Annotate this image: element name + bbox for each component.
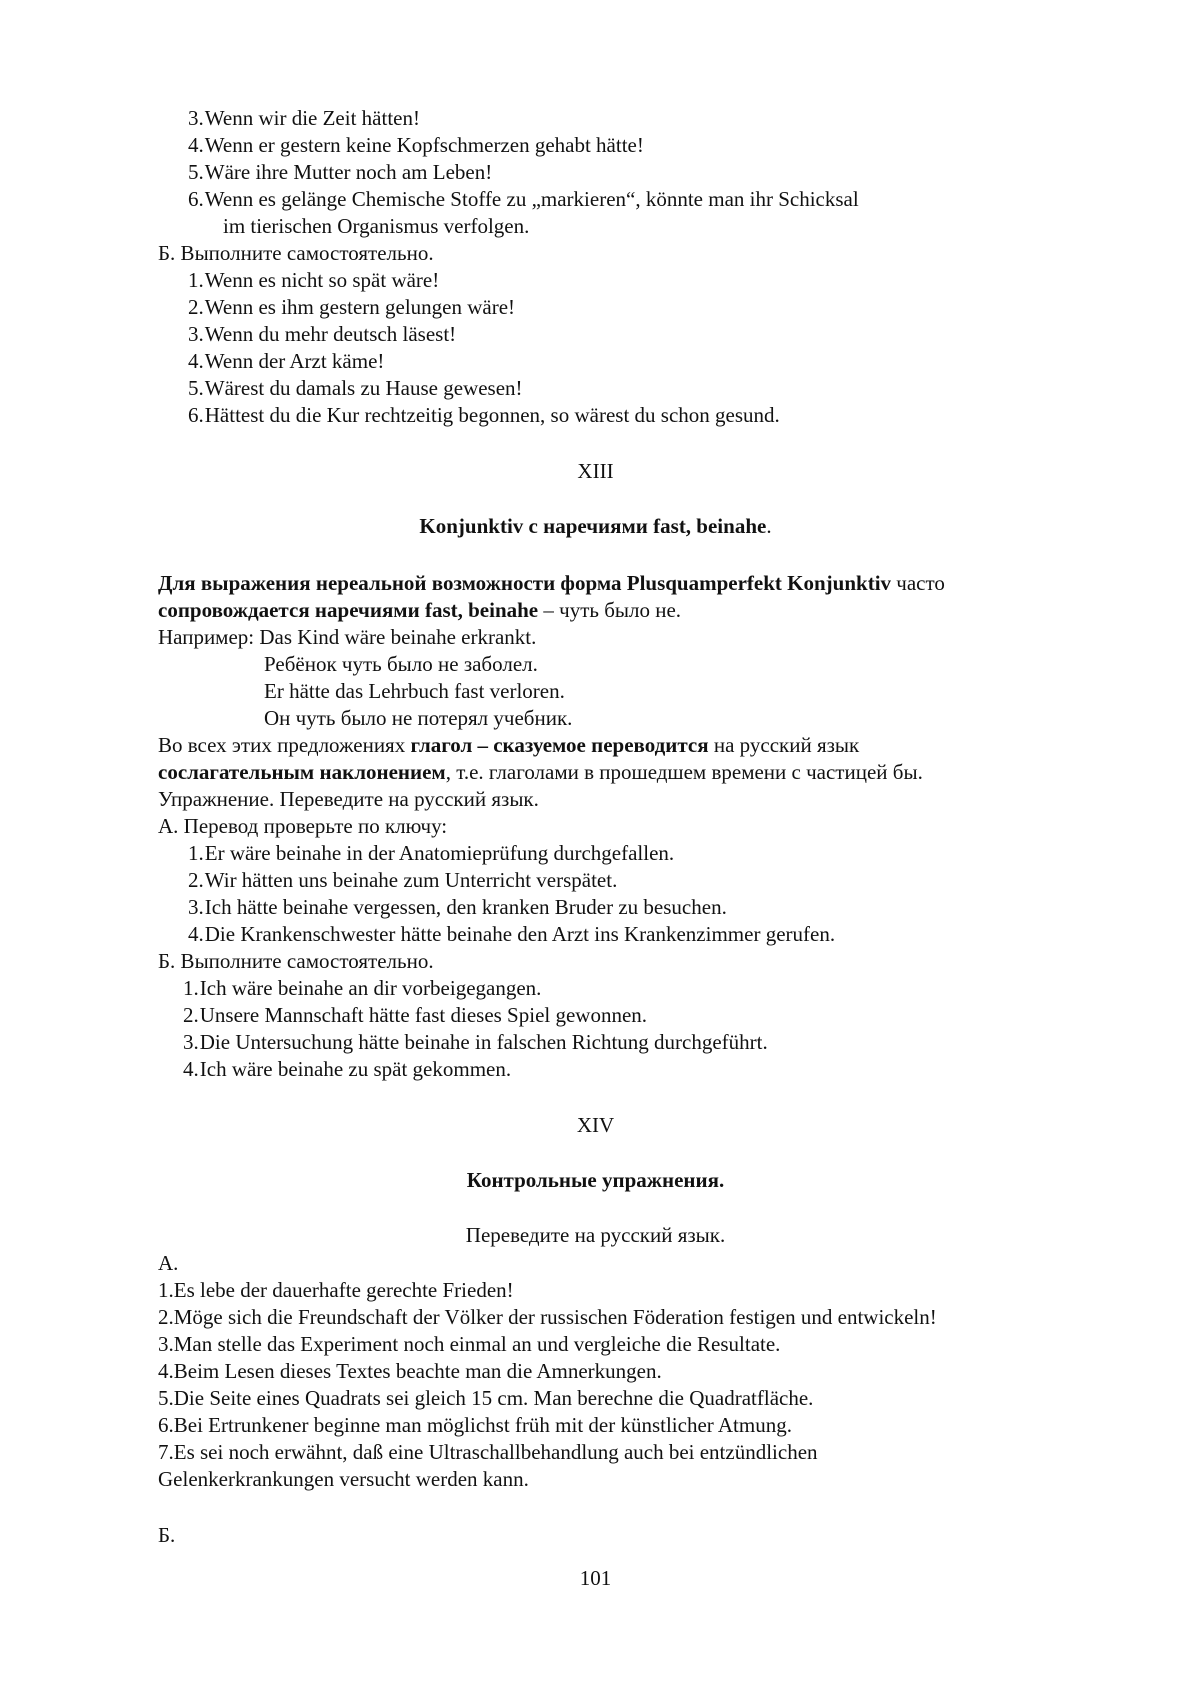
list-item: 4.Beim Lesen dieses Textes beachte man die Amnerkungen. (158, 1359, 662, 1383)
section-subtitle: Переведите на русский язык. (465, 1223, 726, 1247)
exercise-b-label: Б. (158, 1523, 176, 1547)
rule-paragraph: Во всех этих предложениях глагол – сказуемое переводится на русский язык (158, 733, 860, 757)
list-item: 5.Wärest du damals zu Hause gewesen! (188, 376, 523, 400)
list-item: 4.Wenn er gestern keine Kopfschmerzen gehabt hätte! (188, 133, 644, 157)
list-item: 2.Wir hätten uns beinahe zum Unterricht verspätet. (188, 868, 618, 892)
list-item: 1.Er wäre beinahe in der Anatomieprüfung durchgefallen. (188, 841, 675, 865)
exercise-b-heading: Б. Выполните самостоятельно. (158, 949, 434, 973)
list-item: 5.Wäre ihre Mutter noch am Leben! (188, 160, 493, 184)
list-item: 5.Die Seite eines Quadrats sei gleich 15 cm. Man berechne die Quadratfläche. (158, 1386, 814, 1410)
list-item: 4.Wenn der Arzt käme! (188, 349, 385, 373)
exercise-b-heading: Б. Выполните самостоятельно. (158, 241, 434, 265)
list-item: 3.Ich hätte beinahe vergessen, den kranken Bruder zu besuchen. (188, 895, 727, 919)
list-item: 6.Wenn es gelänge Chemische Stoffe zu „markieren“, könnte man ihr Schicksal (188, 187, 859, 211)
rule-paragraph: Для выражения нереальной возможности форма Plusquamperfekt Konjunktiv часто (158, 571, 945, 595)
list-item: 1.Ich wäre beinahe an dir vorbeigegangen. (183, 976, 542, 1000)
list-item: 7.Es sei noch erwähnt, daß eine Ultraschallbehandlung auch bei entzündlichen (158, 1440, 818, 1464)
exercise-a-label: А. (158, 1251, 179, 1275)
list-item: 3.Die Untersuchung hätte beinahe in falschen Richtung durchgeführt. (183, 1030, 768, 1054)
list-item: 3.Man stelle das Experiment noch einmal an und vergleiche die Resultate. (158, 1332, 781, 1356)
example-line: Ребёнок чуть было не заболел. (264, 652, 538, 676)
list-item: 2.Möge sich die Freundschaft der Völker der russischen Föderation festigen und entwickeln! (158, 1305, 937, 1329)
list-item: 2.Unsere Mannschaft hätte fast dieses Spiel gewonnen. (183, 1003, 648, 1027)
example-line: Он чуть было не потерял учебник. (264, 706, 573, 730)
list-item: 4.Ich wäre beinahe zu spät gekommen. (183, 1057, 512, 1081)
list-item: 2.Wenn es ihm gestern gelungen wäre! (188, 295, 516, 319)
section-title: Konjunktiv с наречиями fast, beinahe. (419, 514, 772, 538)
list-item: 6.Hättest du die Kur rechtzeitig begonnen, so wärest du schon gesund. (188, 403, 780, 427)
list-item: 6.Bei Ertrunkener beginne man möglichst früh mit der künstlicher Atmung. (158, 1413, 792, 1437)
list-item: 4.Die Krankenschwester hätte beinahe den Arzt ins Krankenzimmer gerufen. (188, 922, 836, 946)
rule-paragraph: сослагательным наклонением, т.е. глаголами в прошедшем времени с частицей бы. (158, 760, 923, 784)
section-title: Контрольные упражнения. (466, 1168, 725, 1192)
exercise-a-heading: А. Перевод проверьте по ключу: (158, 814, 448, 838)
page-number: 101 (579, 1566, 612, 1590)
example-line: Er hätte das Lehrbuch fast verloren. (264, 679, 565, 703)
example-label: Например: Das Kind wäre beinahe erkrankt. (158, 625, 537, 649)
list-item: 3.Wenn wir die Zeit hätten! (188, 106, 420, 130)
list-item-continuation: im tierischen Organismus verfolgen. (223, 214, 530, 238)
list-item: 1.Es lebe der dauerhafte gerechte Frieden! (158, 1278, 514, 1302)
list-item: 1.Wenn es nicht so spät wäre! (188, 268, 440, 292)
section-number: XIII (577, 459, 614, 483)
list-item-continuation: Gelenkerkrankungen versucht werden kann. (158, 1467, 529, 1491)
exercise-heading: Упражнение. Переведите на русский язык. (158, 787, 539, 811)
list-item: 3.Wenn du mehr deutsch läsest! (188, 322, 457, 346)
rule-paragraph: сопровождается наречиями fast, beinahe – чуть было не. (158, 598, 682, 622)
section-number: XIV (576, 1113, 615, 1137)
